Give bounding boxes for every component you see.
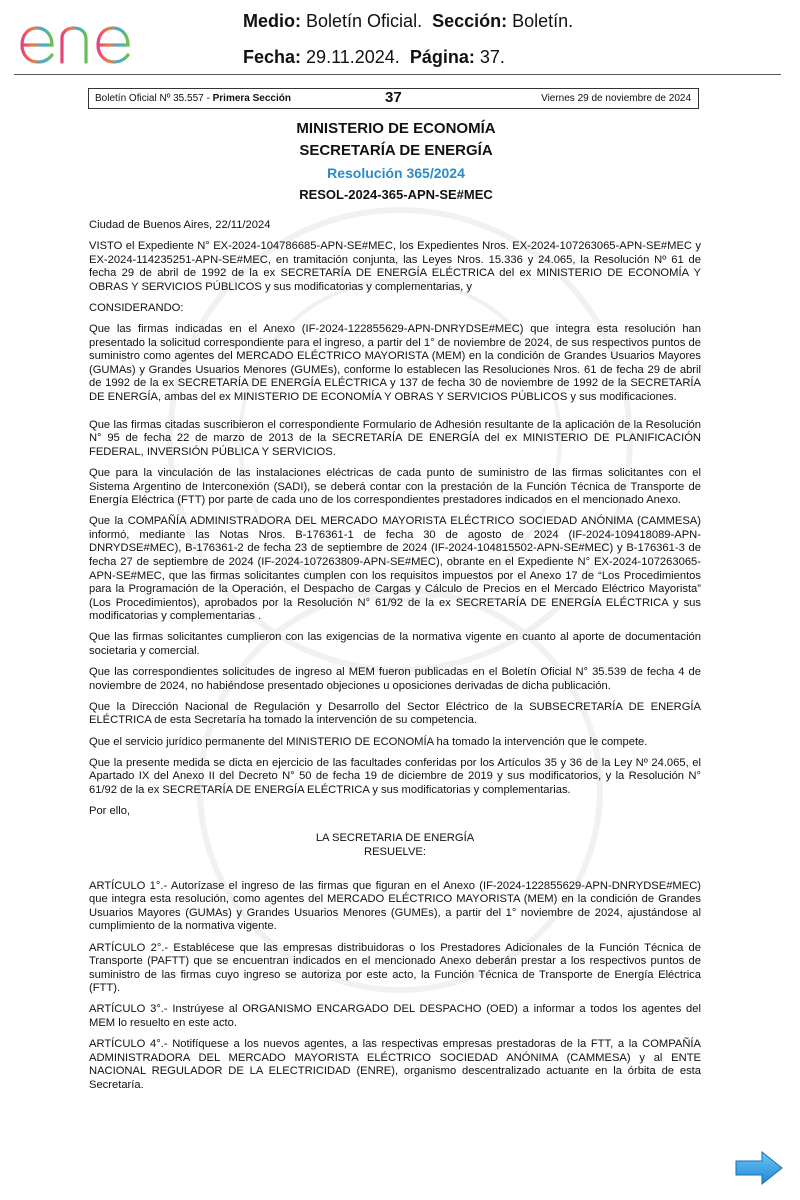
city-date: Ciudad de Buenos Aires, 22/11/2024	[89, 219, 271, 231]
boletin-header	[88, 88, 699, 109]
pagina-label: Página:	[409, 47, 475, 67]
secretariat-title: SECRETARÍA DE ENERGÍA	[299, 142, 493, 159]
resuelve-block	[89, 832, 701, 859]
document-body	[89, 219, 701, 1100]
boletin-date: Viernes 29 de noviembre de 2024	[541, 93, 691, 104]
considerando-paragraph: Que el servicio jurídico permanente del MINISTERIO DE ECONOMÍA ha tomado la intervención que le compete.	[89, 735, 648, 748]
considerando-paragraph: Que la presente medida se dicta en ejercicio de las facultades conferidas por los Artículos 35 y 36 de la Ley Nº 24.065, el Apartado IX del Anexo II del Decreto N° 50 de fecha 19 de diciembre de 2019 y sus modificatorios, y la Resolución N° 61/92 de la ex SECRETARÍA DE ENERGÍA ELÉCTRICA y sus modificatorias y complementarias.	[89, 756, 701, 796]
meta-line-1	[243, 6, 573, 36]
meta-line-2	[243, 42, 573, 72]
considerando-paragraph: Que la Dirección Nacional de Regulación y Desarrollo del Sector Eléctrico de la SUBSECRETARÍA DE ENERGÍA ELÉCTRICA de esta Secretaría ha tomado la intervención de su competencia.	[89, 700, 701, 727]
considerando-paragraph: Que las firmas indicadas en el Anexo (IF-2024-122855629-APN-DNRYDSE#MEC) que integra esta resolución han presentado la solicitud correspondiente para el ingreso, a partir del 1° de noviembre de 2024, de sus respectivos puntos de suministro como agentes del MERCADO ELÉCTRICO MAYORISTA (MEM) en la condición de Grandes Usuarios Mayores (GUMAs) y Grandes Usuarios Menores (GUMEs), conforme lo establecen las Resoluciones Nros. 61 de fecha 29 de abril de 1992 de la ex SECRETARÍA DE ENERGÍA ELÉCTRICA y 137 de fecha 30 de noviembre de 1992 de la SECRETARÍA DE ENERGÍA, ambas del ex MINISTERIO DE ECONOMÍA Y OBRAS Y SERVICIOS PÚBLICOS y sus modificaciones.	[89, 323, 701, 404]
article-4: ARTÍCULO 4°.- Notifíquese a los nuevos agentes, a las respectivas empresas prestadoras de la FTT, a la COMPAÑÍA ADMINISTRADORA DEL MERCADO MAYORISTA ELÉCTRICO SOCIEDAD ANÓNIMA (CAMMESA) y al ENTE NACIONAL REGULADOR DE LA ELECTRICIDAD (ENRE), organismo descentralizado actuante en la órbita de esta Secretaría.	[89, 1038, 701, 1091]
fecha-value: 29.11.2024.	[306, 47, 400, 67]
boletin-page-number: 37	[385, 89, 402, 106]
seccion-label: Sección:	[432, 11, 508, 31]
considerando-paragraph: Que la COMPAÑÍA ADMINISTRADORA DEL MERCADO MAYORISTA ELÉCTRICO SOCIEDAD ANÓNIMA (CAMMESA) informó, mediante las Notas Nros. B-176361-1 de fecha 30 de agosto de 2024 (IF-2024-109418089-APN-DNRYDSE#MEC), B-176361-2 de fecha 23 de septiembre de 2024 (IF-2024-104815502-APN-SE#MEC) y B-176361-3 de fecha 27 de septiembre de 2024 (IF-2024-107263809-APN-SE#MEC), obrante en el Expediente N° EX-2024-107263065-APN-SE#MEC, que las firmas solicitantes cumplen con los requisitos impuestos por el Anexo 17 de “Los Procedimientos para la Programación de la Operación, el Despacho de Cargas y Cálculo de Precios en el Mercado Eléctrico Mayorista” (Los Procedimientos), aprobados por la Resolución N° 61/92 de la ex SECRETARÍA DE ENERGÍA ELÉCTRICA y sus modificatorias y complementarias .	[89, 515, 701, 623]
boletin-issue: Boletín Oficial Nº 35.557 - Primera Sección	[95, 93, 291, 104]
considerando-paragraph: Que las firmas solicitantes cumplieron con las exigencias de la normativa vigente en cuanto al aporte de documentación societaria y comercial.	[89, 631, 701, 658]
medio-value: Boletín Oficial.	[306, 11, 423, 31]
considerando-paragraph: Que para la vinculación de las instalaciones eléctricas de cada punto de suministro de las firmas solicitantes con el Sistema Argentino de Interconexión (SADI), se deberá contar con la prestación de la Función Técnica de Transporte de Energía Eléctrica (FTT) por parte de cada uno de los correspondientes prestadores indicados en el mencionado Anexo.	[89, 466, 701, 507]
header-divider	[14, 74, 781, 75]
ministry-title: MINISTERIO DE ECONOMÍA	[296, 120, 496, 137]
article-3: ARTÍCULO 3°.- Instrúyese al ORGANISMO ENCARGADO DEL DESPACHO (OED) a informar a todos los agentes del MEM lo resuelto en este acto.	[89, 1003, 701, 1029]
arrow-right-icon[interactable]	[734, 1150, 784, 1186]
medio-label: Medio:	[243, 11, 301, 31]
resolution-title: Resolución 365/2024	[327, 165, 465, 181]
considerando-paragraph: Que las firmas citadas suscribieron el correspondiente Formulario de Adhesión resultante de la aplicación de la Resolución N° 95 de fecha 22 de marzo de 2013 de la SECRETARÍA DE ENERGÍA del ex MINISTERIO DE PLANIFICACIÓN FEDERAL, INVERSIÓN PÚBLICA Y SERVICIOS.	[89, 418, 701, 458]
article-2: ARTÍCULO 2°.- Establécese que las empresas distribuidoras o los Prestadores Adicionales de la Función Técnica de Transporte (PAFTT) que se encuentran indicados en el mencionado Anexo deberán prestar a los respectivos puntos de suministro de las firmas cuyo ingreso se autoriza por este acto, la Función Técnica de Transporte de Energía Eléctrica (FTT).	[89, 941, 701, 995]
resolution-code: RESOL-2024-365-APN-SE#MEC	[299, 187, 493, 202]
document-titles	[88, 118, 704, 206]
por-ello: Por ello,	[89, 804, 131, 817]
considerando-paragraph: Que las correspondientes solicitudes de ingreso al MEM fueron publicadas en el Boletín Oficial N° 35.539 de fecha 4 de noviembre de 2024, no habiéndose presentado objeciones u oposiciones derivadas de dicha publicación.	[89, 666, 701, 692]
considerando-heading: CONSIDERANDO:	[89, 301, 184, 314]
fecha-label: Fecha:	[243, 47, 302, 67]
enel-logo	[18, 8, 170, 68]
pagina-value: 37.	[479, 47, 505, 67]
article-1: ARTÍCULO 1°.- Autorízase el ingreso de las firmas que figuran en el Anexo (IF-2024-122855629-APN-DNRYDSE#MEC) que integra esta resolución, como agentes del MERCADO ELÉCTRICO MAYORISTA (MEM) en la condición de Grandes Usuarios Mayores (GUMAs) y Grandes Usuarios Menores (GUMEs), a partir del 1° noviembre de 2024, ajustándose al cumplimiento de la normativa vigente.	[89, 879, 701, 933]
clipping-meta	[243, 6, 573, 72]
secretaria-heading: LA SECRETARIA DE ENERGÍA	[315, 832, 475, 845]
seccion-value: Boletín.	[512, 11, 574, 31]
resuelve-heading: RESUELVE:	[364, 846, 426, 859]
visto-paragraph: VISTO el Expediente N° EX-2024-104786685-APN-SE#MEC, los Expedientes Nros. EX-2024-107263065-APN-SE#MEC y EX-2024-114235251-APN-SE#MEC, en tramitación conjunta, las Leyes Nros. 15.336 y 24.065, la Resolución Nº 61 de fecha 29 de abril de 1992 de la ex SECRETARÍA DE ENERGÍA ELÉCTRICA del ex MINISTERIO DE ECONOMÍA Y OBRAS Y SERVICIOS PÚBLICOS y sus modificatorias y complementarias, y	[89, 240, 701, 293]
